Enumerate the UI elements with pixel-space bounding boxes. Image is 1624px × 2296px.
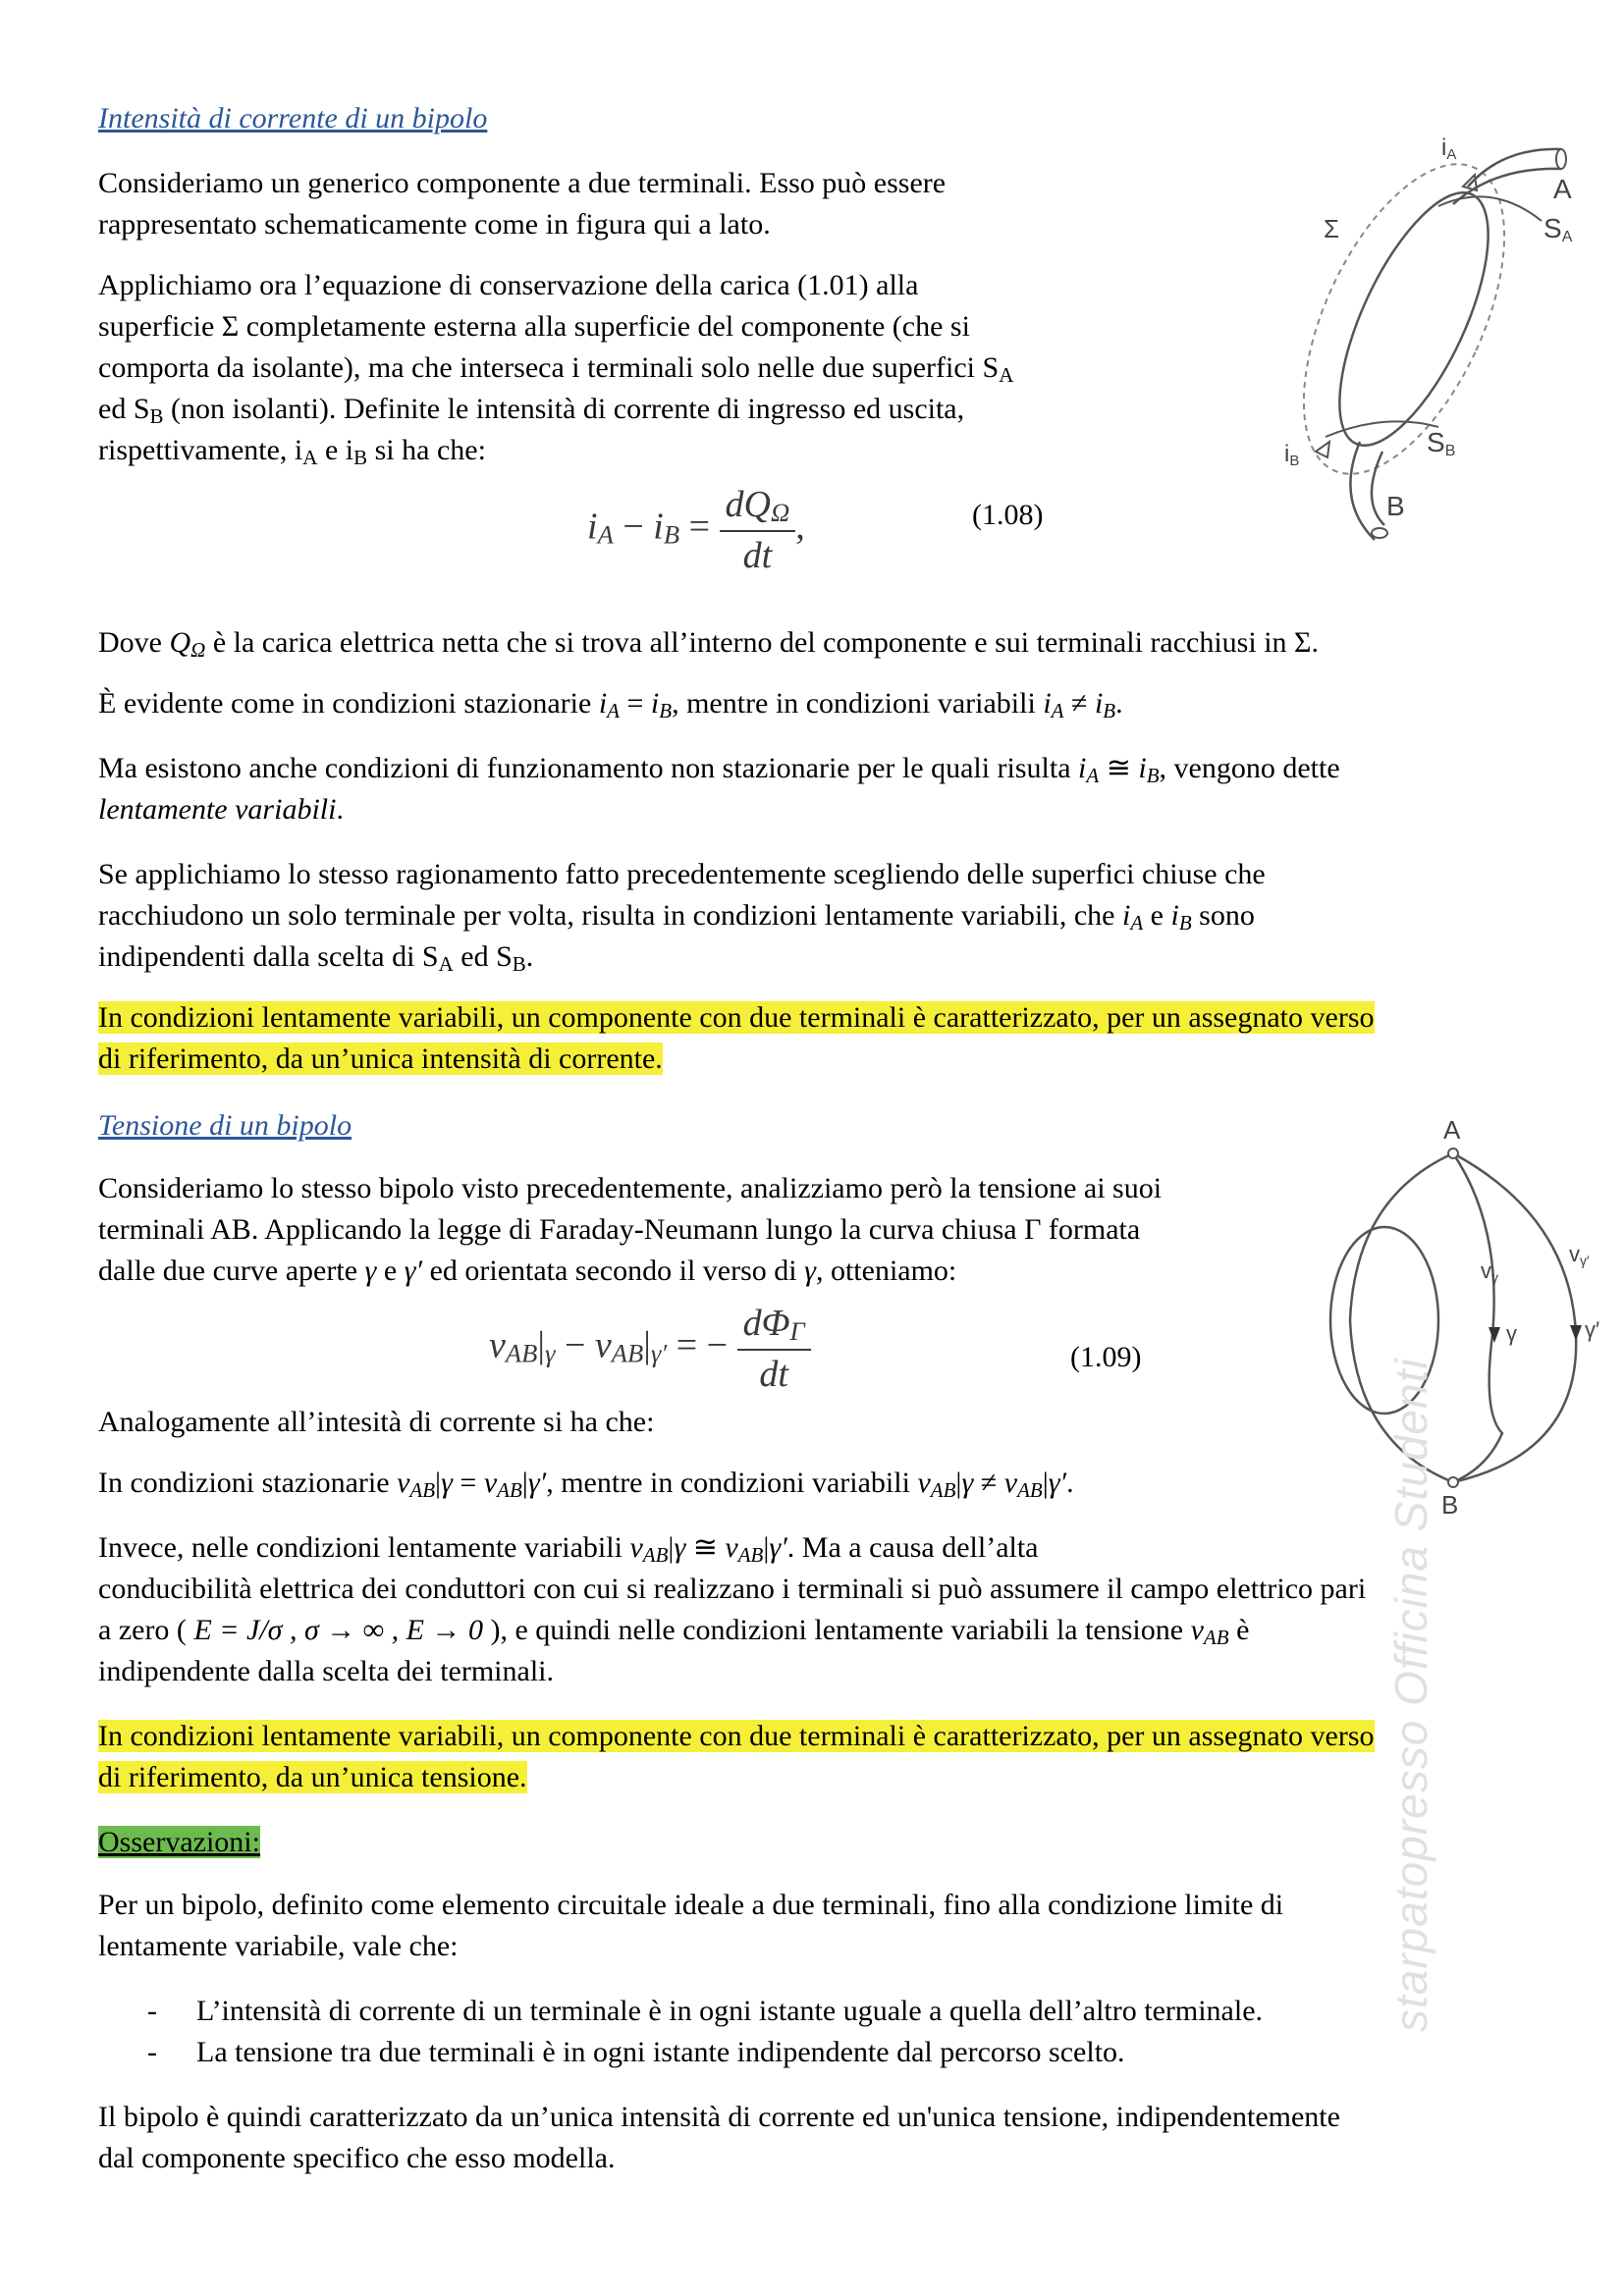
math-symbol: dQ	[725, 484, 771, 525]
math-symbol: γ′	[1048, 1467, 1067, 1499]
math-symbol: γ′	[769, 1531, 787, 1564]
highlighted-line	[98, 1039, 663, 1080]
paragraph-line: Consideriamo un generico componente a due terminali. Esso può essere	[98, 167, 947, 199]
subscript: B	[353, 446, 368, 469]
text-span: In condizioni stazionarie	[98, 1467, 398, 1499]
paragraph-line: indipendenti dalla scelta di $S_A$ ed $S_B$.	[98, 940, 534, 976]
subscript: AB	[642, 1543, 669, 1567]
math-symbol: v	[725, 1531, 738, 1564]
subscript: AB	[1203, 1626, 1229, 1649]
text-span: racchiudono un solo terminale per volta, risulta in condizioni lentamente variabili, che	[98, 899, 1122, 932]
label-ia: iA	[1441, 134, 1457, 163]
paragraph-line: lentamente variabile, vale che:	[98, 1930, 459, 1962]
math-symbol: i	[1170, 899, 1179, 932]
text-span: dalle due curve aperte	[98, 1255, 365, 1287]
subscript: AB	[930, 1478, 956, 1502]
subscript: A	[999, 363, 1014, 387]
math-operator: ≠	[980, 1467, 998, 1499]
paragraph-line	[98, 430, 486, 478]
text-span: e i	[317, 434, 354, 466]
math-operator: =	[688, 506, 710, 548]
fraction-numerator	[720, 483, 796, 532]
paragraph-line: conducibilità elettrica dei conduttori con cui si realizzano i terminali si può assumere il campo elettrico pari	[98, 1573, 1367, 1605]
paragraph-line: dalle due curve aperte γ e γ′ ed orientata secondo il verso di γ, otteniamo:	[98, 1255, 957, 1287]
math-symbol: i	[1043, 687, 1052, 720]
text-span: sono	[1191, 899, 1255, 932]
math-operator: =	[460, 1467, 477, 1499]
subscript: A	[597, 519, 614, 550]
text-span: ed S	[98, 393, 150, 425]
subscript: B	[512, 952, 526, 976]
gamma-arrow	[1489, 1327, 1500, 1343]
highlight-text: di riferimento, da un’unica intensità di corrente.	[98, 1042, 663, 1075]
text-span: a zero (	[98, 1614, 194, 1646]
math-symbol: γ	[674, 1531, 686, 1564]
text-span: comporta da isolante), ma che interseca i terminali solo nelle due superfici S	[98, 351, 1000, 384]
bullet-mark: -	[147, 2036, 157, 2068]
text-span: ed orientata secondo il verso di	[422, 1255, 805, 1287]
subscript: B	[1103, 699, 1116, 722]
text-span: indipendenti dalla scelta di S	[98, 940, 439, 973]
label-v-gamma-prime: vγ′	[1569, 1242, 1590, 1268]
text-span: si ha che:	[367, 434, 486, 466]
subscript: A	[607, 699, 620, 722]
subscript: AB	[1017, 1478, 1043, 1502]
text-span: ), e quindi nelle condizioni lentamente variabili la tensione	[482, 1614, 1191, 1646]
paragraph-line: Il bipolo è quindi caratterizzato da un’unica intensità di corrente ed un'unica tensione, indipendentemente	[98, 2101, 1340, 2133]
label-gamma-prime: γ′	[1585, 1317, 1600, 1342]
text-span: Ma esistono anche condizioni di funzionamento non stazionarie per le quali risulta	[98, 752, 1079, 784]
bullet-mark: -	[147, 1995, 157, 2027]
fraction-denominator: dt	[742, 535, 773, 576]
text-span: (non isolanti). Definite le intensità di corrente di ingresso ed uscita,	[163, 393, 965, 425]
surface-sa	[1438, 196, 1542, 221]
italic-term: lentamente variabili	[98, 793, 337, 826]
math-symbol: γ	[441, 1467, 453, 1499]
section-heading-voltage: Tensione di un bipolo	[98, 1109, 352, 1142]
curve-gamma-prime	[1453, 1153, 1576, 1482]
paragraph-line: Invece, nelle condizioni lentamente variabili $v_{AB}|\gamma$ ≅ $v_{AB}|\gamma'$. Ma a causa dell’alta	[98, 1531, 1039, 1567]
watermark: starpatopresso Officina Studenti	[1385, 1358, 1436, 2032]
math-symbol: Q	[169, 626, 191, 659]
section-heading-current: Intensità di corrente di un bipolo	[98, 102, 488, 134]
subscript: AB	[497, 1478, 522, 1502]
highlight-text: di riferimento, da un’unica tensione.	[98, 1761, 527, 1793]
fraction	[737, 1302, 811, 1396]
list-item: La tensione tra due terminali è in ogni istante indipendente dal percorso scelto.	[196, 2036, 1125, 2068]
paragraph-line: Se applichiamo lo stesso ragionamento fatto precedentemente scegliendo delle superfici chiuse che	[98, 858, 1266, 890]
paragraph-line: lentamente variabili.	[98, 793, 344, 826]
equation-number: (1.08)	[972, 499, 1044, 531]
math-symbol: i	[653, 506, 664, 548]
math-operator: =	[676, 1324, 698, 1366]
paragraph-line: Analogamente all’intesità di corrente si ha che:	[98, 1406, 655, 1438]
highlight-text: In condizioni lentamente variabili, un componente con due terminali è caratterizzato, per un assegnato verso	[98, 1720, 1375, 1752]
subscript: γ	[544, 1338, 556, 1368]
subscript: B	[1146, 764, 1160, 787]
paragraph-line	[98, 622, 1319, 670]
label-sb: SB	[1427, 427, 1456, 459]
subscript: A	[1086, 764, 1100, 787]
math-symbol: i	[1094, 687, 1104, 720]
highlighted-line	[98, 997, 1375, 1039]
paragraph-line: È evidente come in condizioni stazionarie $i_A = i_B$, mentre in condizioni variabili $i_A \ne i_B$.	[98, 687, 1123, 722]
math-symbol: γ	[364, 1255, 377, 1287]
math-symbol: γ′	[527, 1467, 547, 1499]
math-symbol: i	[587, 506, 598, 548]
math-symbol: v	[489, 1324, 506, 1366]
math-symbol: dΦ	[742, 1303, 790, 1344]
text-span: Invece, nelle condizioni lentamente variabili	[98, 1531, 630, 1564]
label-b: B	[1441, 1490, 1459, 1520]
paragraph-line: rappresentato schematicamente come in figura qui a lato.	[98, 208, 771, 240]
math-expression: E = J/σ , σ → ∞ , E → 0	[193, 1614, 483, 1646]
terminal-b-end	[1372, 528, 1387, 538]
sigma-surface	[1267, 134, 1545, 504]
text-span: . Ma a causa dell’alta	[786, 1531, 1039, 1564]
math-symbol: v	[397, 1467, 410, 1499]
text-span: , mentre in condizioni variabili	[546, 1467, 918, 1499]
subscript: B	[1178, 911, 1192, 934]
component-body	[1310, 173, 1519, 465]
paragraph-line: superficie Σ completamente esterna alla superficie del componente (che si	[98, 310, 970, 343]
subscript: A	[302, 446, 318, 469]
label-a: A	[1443, 1115, 1461, 1145]
math-symbol: γ	[961, 1467, 974, 1499]
subscript: AB	[505, 1338, 538, 1368]
highlight-text: In condizioni lentamente variabili, un componente con due terminali è caratterizzato, per un assegnato verso	[98, 1001, 1375, 1034]
label-v-gamma: vγ	[1481, 1258, 1498, 1285]
label-b: B	[1386, 491, 1405, 521]
subscript: γ′	[650, 1338, 668, 1368]
subscript: B	[663, 519, 680, 550]
math-symbol: v	[629, 1531, 643, 1564]
observations-heading	[98, 1822, 260, 1863]
text-span: ed S	[453, 940, 513, 973]
label-gamma: γ	[1506, 1321, 1517, 1346]
math-operator: ≅	[692, 1531, 718, 1564]
math-operator: =	[626, 687, 644, 720]
math-symbol: v	[1190, 1614, 1204, 1646]
math-symbol: γ	[804, 1255, 816, 1287]
text-span: È evidente come in condizioni stazionarie	[98, 687, 599, 720]
paragraph-line: Applichiamo ora l’equazione di conservazione della carica (1.01) alla	[98, 269, 919, 301]
subscript: B	[659, 699, 673, 722]
equation-1-08: $i_A - i_B$ = $\frac{dQ_\Omega}{dt}$ ,	[587, 484, 805, 576]
math-symbol: v	[483, 1467, 498, 1499]
fraction-denominator: dt	[759, 1354, 788, 1395]
subscript: AB	[737, 1543, 764, 1567]
label-sigma: Σ	[1324, 214, 1340, 243]
paragraph-line: Per un bipolo, definito come elemento circuitale ideale a due terminali, fino alla condizione limite di	[98, 1889, 1284, 1921]
math-symbol: i	[598, 687, 608, 720]
subscript: B	[149, 404, 164, 428]
highlighted-line	[98, 1757, 527, 1798]
subscript: Γ	[789, 1316, 805, 1346]
equation-number: (1.09)	[1070, 1341, 1142, 1373]
highlighted-line	[98, 1716, 1375, 1757]
subscript: Ω	[190, 638, 206, 662]
subscript: A	[1130, 911, 1144, 934]
text-span: , mentre in condizioni variabili	[672, 687, 1044, 720]
math-symbol: v	[1003, 1467, 1018, 1499]
paragraph-line: dal componente specifico che esso modella.	[98, 2142, 616, 2174]
math-symbol: i	[1078, 752, 1087, 784]
math-symbol: i	[650, 687, 660, 720]
subscript: A	[1051, 699, 1064, 722]
subscript: AB	[611, 1338, 644, 1368]
terminal-b	[1372, 452, 1384, 525]
terminal-a-end	[1556, 149, 1566, 169]
math-symbol: v	[594, 1324, 612, 1366]
text-span: è la carica elettrica netta che si trova all’interno del componente e sui terminali racchiusi in Σ.	[205, 626, 1319, 659]
subscript: Ω	[770, 498, 790, 527]
paragraph-line: terminali AB. Applicando la legge di Faraday-Neumann lungo la curva chiusa Γ formata	[98, 1213, 1141, 1246]
equation-1-09: $v_{AB}|_\gamma - v_{AB}|_{\gamma'}$ = − $\frac{d\Phi_\Gamma}{dt}$	[489, 1302, 811, 1396]
math-symbol: γ′	[404, 1255, 423, 1287]
fraction-numerator	[737, 1302, 811, 1351]
label-a: A	[1553, 174, 1572, 204]
observations-heading-text: Osservazioni:	[98, 1826, 260, 1858]
gamma-prime-arrow	[1570, 1325, 1582, 1341]
terminal-a-node	[1448, 1148, 1458, 1158]
label-ib: iB	[1284, 441, 1300, 469]
label-sa: SA	[1543, 213, 1573, 245]
bipole-voltage-figure	[1316, 1109, 1610, 1531]
bipole-current-figure	[1267, 128, 1591, 560]
text-span: e	[1143, 899, 1171, 932]
text-span: è	[1228, 1614, 1250, 1646]
text-span: , otteniamo:	[815, 1255, 957, 1287]
list-item: L’intensità di corrente di un terminale è in ogni istante uguale a quella dell’altro terminale.	[196, 1995, 1264, 2027]
text-span: rispettivamente, i	[98, 434, 303, 466]
math-operator: ≠	[1070, 687, 1088, 720]
curve-gamma	[1453, 1153, 1502, 1482]
math-symbol: i	[1122, 899, 1131, 932]
math-symbol: i	[1138, 752, 1147, 784]
math-symbol: v	[917, 1467, 931, 1499]
paragraph-line: indipendente dalla scelta dei terminali.	[98, 1655, 554, 1687]
terminal-b-node	[1448, 1477, 1458, 1487]
current-arrow-b	[1316, 442, 1329, 457]
text-span: , vengono dette	[1159, 752, 1340, 784]
math-operator: ≅	[1106, 752, 1131, 784]
subscript: AB	[409, 1478, 436, 1502]
paragraph-line: Consideriamo lo stesso bipolo visto precedentemente, analizziamo però la tensione ai suoi	[98, 1172, 1163, 1204]
text-span: Dove	[98, 626, 170, 659]
subscript: A	[438, 952, 454, 976]
paragraph-line: In condizioni stazionarie $v_{AB}|\gamma = v_{AB}|\gamma'$, mentre in condizioni variabili $v_{AB}|\gamma \ne v_{AB}|\gamma'$.	[98, 1467, 1074, 1502]
fraction	[720, 483, 796, 577]
